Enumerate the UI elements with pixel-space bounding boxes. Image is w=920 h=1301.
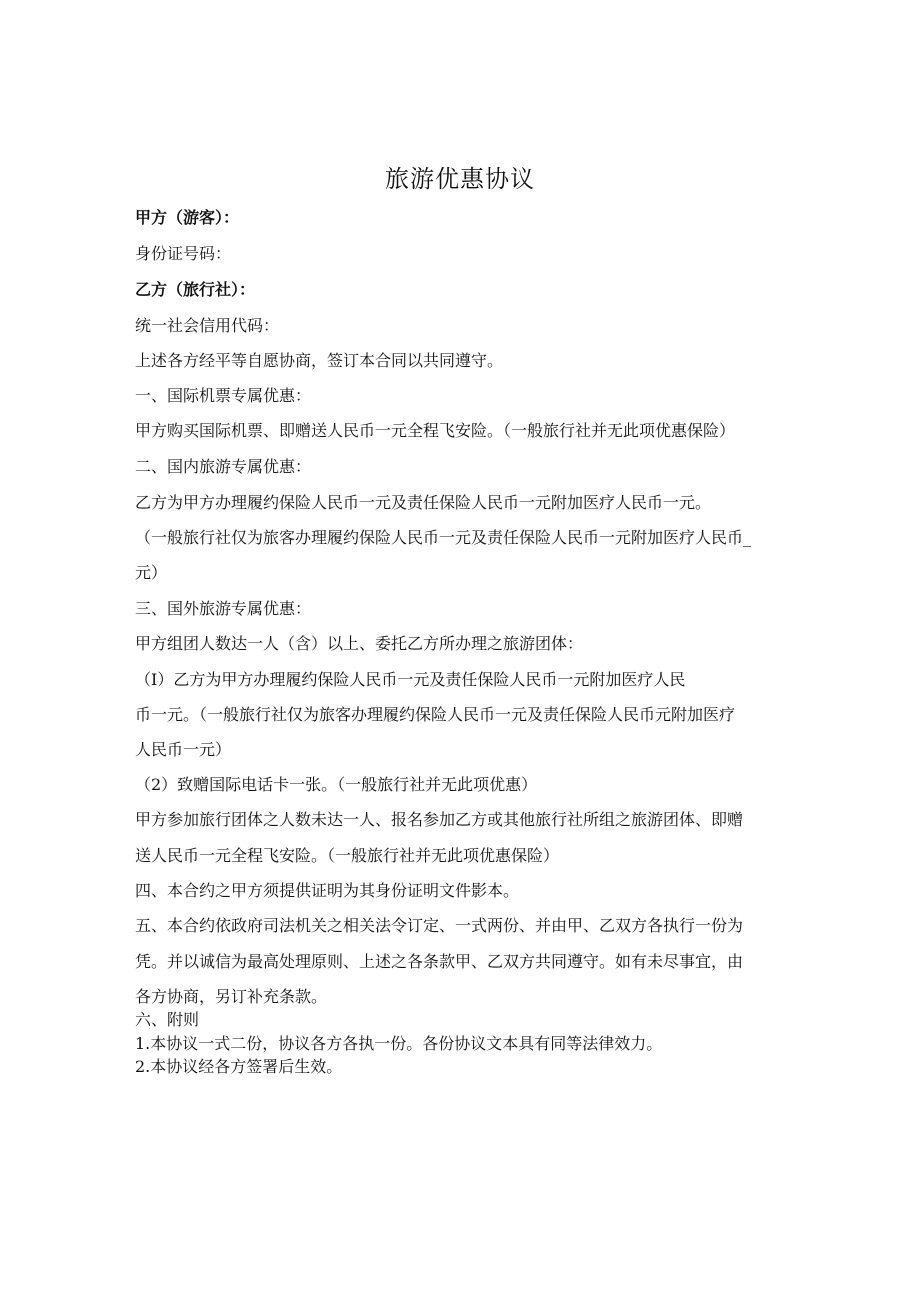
section-1-text: 甲方购买国际机票、即赠送人民币一元全程飞安险。（一般旅行社并无此项优惠保险） bbox=[135, 421, 736, 440]
document-title: 旅游优惠协议 bbox=[385, 165, 535, 193]
section-2-note-line-2: 元） bbox=[135, 563, 168, 582]
section-3-heading: 三、国外旅游专属优惠： bbox=[135, 599, 312, 618]
section-2-note-line-1: （一般旅行社仅为旅客办理履约保险人民币一元及责任保险人民币一元附加医疗人民币_ bbox=[135, 528, 752, 547]
section-3-item-2: （2）致赠国际电话卡一张。（一般旅行社并无此项优惠） bbox=[135, 775, 538, 794]
party-a-label: 甲方（游客）： bbox=[135, 208, 240, 227]
section-6-item-2: 2.本协议经各方签署后生效。 bbox=[135, 1057, 343, 1076]
section-3-extra-line-1: 甲方参加旅行团体之人数未达一人、报名参加乙方或其他旅行社所组之旅游团体、即赠 bbox=[135, 810, 744, 829]
section-6-heading: 六、附则 bbox=[135, 1010, 200, 1029]
section-2-text: 乙方为甲方办理履约保险人民币一元及责任保险人民币一元附加医疗人民币一元。 bbox=[135, 493, 712, 512]
section-3-intro: 甲方组团人数达一人（含）以上、委托乙方所办理之旅游团体： bbox=[135, 634, 584, 653]
credit-code-label: 统一社会信用代码： bbox=[135, 316, 280, 335]
section-1-heading: 一、国际机票专属优惠： bbox=[135, 386, 312, 405]
section-5-line-3: 各方协商，另订补充条款。 bbox=[135, 987, 328, 1006]
preamble: 上述各方经平等自愿协商，签订本合同以共同遵守。 bbox=[135, 351, 504, 370]
section-3-item-1-line-3: 人民币一元） bbox=[135, 740, 232, 759]
id-number-label: 身份证号码： bbox=[135, 244, 232, 263]
section-3-item-1-line-1: （I）乙方为甲方办理履约保险人民币一元及责任保险人民币一元附加医疗人民 bbox=[135, 670, 686, 689]
section-5-line-1: 五、本合约依政府司法机关之相关法令订定、一式两份、并由甲、乙双方各执行一份为 bbox=[135, 916, 744, 935]
section-6-item-1: 1.本协议一式二份，协议各方各执一份。各份协议文本具有同等法律效力。 bbox=[135, 1034, 663, 1053]
section-4-text: 四、本合约之甲方须提供证明为其身份证明文件影本。 bbox=[135, 881, 520, 900]
section-2-heading: 二、国内旅游专属优惠： bbox=[135, 457, 312, 476]
party-b-label: 乙方（旅行社）： bbox=[135, 280, 256, 299]
section-3-item-1-line-2: 币一元。（一般旅行社仅为旅客办理履约保险人民币一元及责任保险人民币元附加医疗 bbox=[135, 705, 736, 724]
section-5-line-2: 凭。并以诚信为最高处理原则、上述之各条款甲、乙双方共同遵守。如有未尽事宜，由 bbox=[135, 952, 744, 971]
section-3-extra-line-2: 送人民币一元全程飞安险。（一般旅行社并无此项优惠保险） bbox=[135, 846, 560, 865]
